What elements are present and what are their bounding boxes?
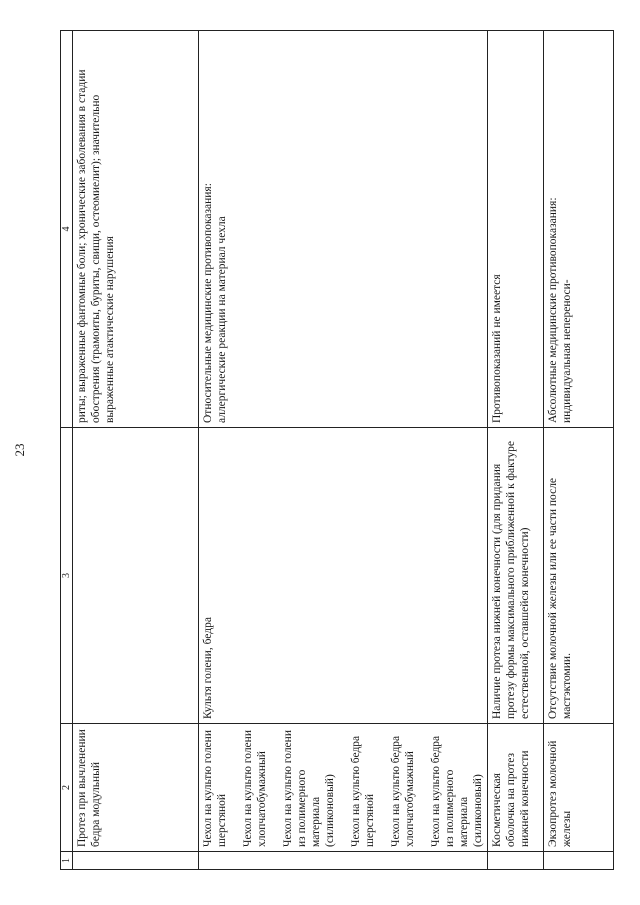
cell-product: Протез при вычленении бедра модульный — [73, 724, 199, 852]
table-row — [199, 31, 488, 870]
cell-col-1 — [488, 852, 544, 870]
page-number: 23 — [12, 443, 27, 457]
contraindication-heading: Абсолютные медицинские противопоказания: — [547, 197, 559, 423]
contraindication-text: индивидуальная непереноси- — [561, 279, 573, 423]
list-item: Чехол на культю бедра шерстяной — [350, 735, 376, 847]
list-item: Чехол на культю бедра из полимерного материала (силиконовый) — [430, 735, 484, 847]
contraindication-heading: Относительные медицинские противопоказания: — [202, 183, 214, 423]
header-col-1: 1 — [61, 852, 73, 870]
list-item: Чехол на культю голени из полимерного материала (силиконовый) — [282, 730, 336, 847]
cell-contraindications: риты; выраженные фантомные боли; хронические заболевания в стадии обострения (трамоиты, буриты, свищи, остеомиелит); значительно выраженные атактические нарушения — [73, 31, 199, 428]
table-row — [73, 31, 199, 870]
cell-indications: Отсутствие молочной железы или ее части после мастэктомии. — [544, 428, 614, 724]
cell-product-list — [199, 724, 488, 852]
list-item: Чехол на культю голени хлопчатобумажный — [242, 730, 268, 847]
cell-col-1 — [73, 852, 199, 870]
cell-indications: Наличие протеза нижней конечности (для придания протезу формы максимального приближенной к фактуре естественной, оставшейся конечности) — [488, 428, 544, 724]
cell-indications — [73, 428, 199, 724]
cell-indications: Культя голени, бедра — [199, 428, 488, 724]
header-col-3: 3 — [61, 428, 73, 724]
rotated-page — [12, 30, 580, 870]
header-col-4: 4 — [61, 31, 73, 428]
cell-product: Косметическая оболочка на протез нижней конечности — [488, 724, 544, 852]
header-col-2: 2 — [61, 724, 73, 852]
table-row — [488, 31, 544, 870]
cell-contraindications: Противопоказаний не имеется — [488, 31, 544, 428]
table-row — [544, 31, 614, 870]
list-item: Чехол на культю бедра хлопчатобумажный — [390, 735, 416, 847]
cell-contraindications — [199, 31, 488, 428]
contraindications-table — [60, 30, 614, 870]
list-item: Чехол на культю голени шерстяной — [202, 730, 228, 847]
cell-contraindications — [544, 31, 614, 428]
cell-col-1 — [544, 852, 614, 870]
cell-product: Экзопротез молочной железы — [544, 724, 614, 852]
cell-col-1 — [199, 852, 488, 870]
header-row — [61, 31, 73, 870]
contraindication-text: аллергические реакции на материал чехла — [216, 216, 228, 423]
